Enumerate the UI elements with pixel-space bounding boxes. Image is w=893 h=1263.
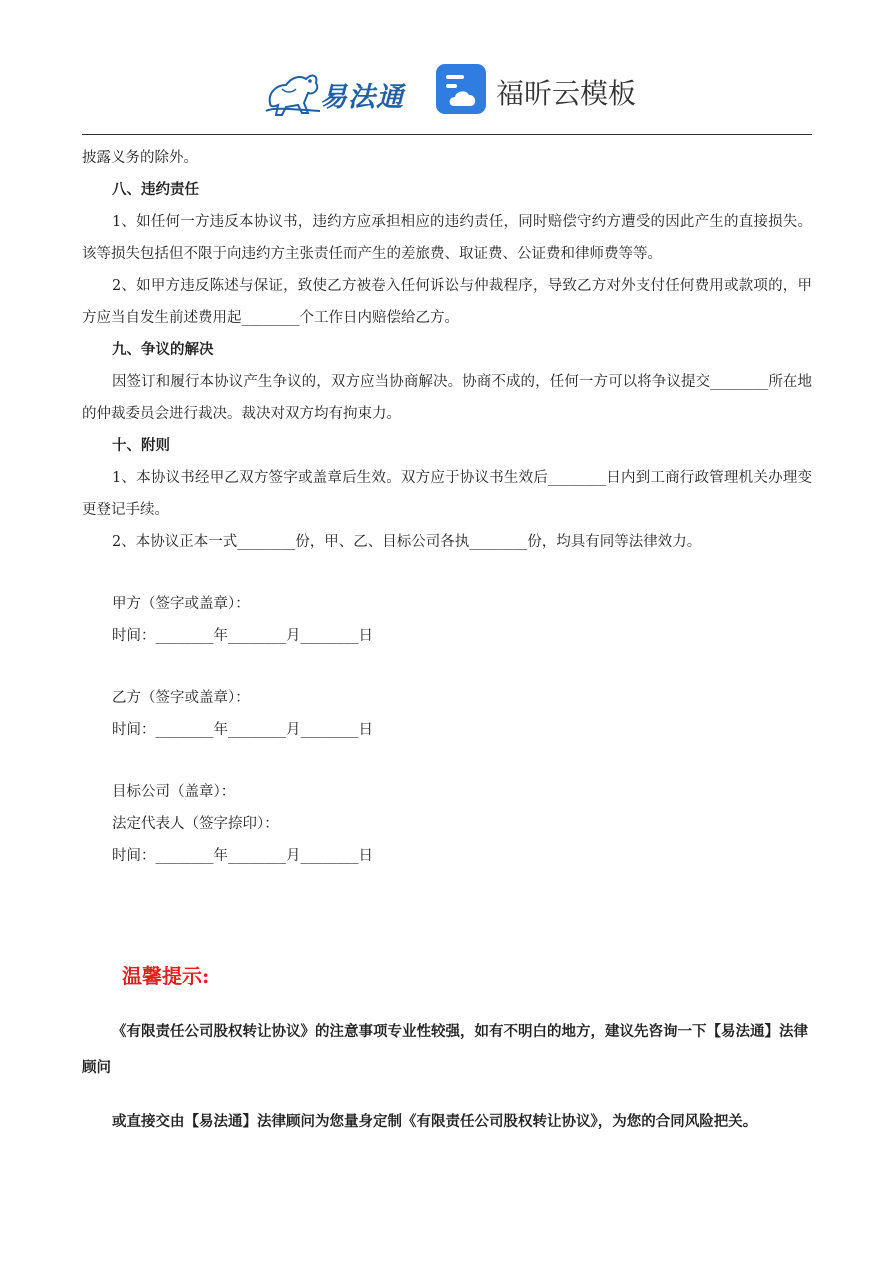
party-b-signature: 乙方（签字或盖章）： bbox=[112, 690, 250, 706]
header-divider bbox=[82, 134, 812, 135]
party-b-date: 时间：________年________月________日 bbox=[112, 722, 373, 738]
paragraph-10-2: 2、本协议正本一式________份，甲、乙、目标公司各执________份，均具有同等法律效力。 bbox=[112, 534, 702, 550]
tips-title: 温馨提示: bbox=[122, 964, 210, 988]
foxit-cloud-logo-text: 福昕云模板 bbox=[496, 77, 637, 110]
section-heading-9: 九、争议的解决 bbox=[112, 342, 214, 358]
yifatong-logo bbox=[262, 63, 422, 119]
section-heading-10: 十、附则 bbox=[112, 438, 170, 454]
paragraph-8-2: 2、如甲方违反陈述与保证，致使乙方被卷入任何诉讼与仲裁程序，导致乙方对外支付任何费用或款项的，甲方应当自发生前述费用起________个工作日内赔偿给乙方。 bbox=[82, 278, 812, 326]
party-a-date: 时间：________年________月________日 bbox=[112, 628, 373, 644]
tips-block bbox=[82, 1014, 812, 1140]
paragraph-10-1: 1、本协议书经甲乙双方签字或盖章后生效。双方应于协议书生效后________日内到工商行政管理机关办理变更登记手续。 bbox=[82, 470, 812, 518]
paragraph-9: 因签订和履行本协议产生争议的，双方应当协商解决。协商不成的，任何一方可以将争议提交________所在地的仲裁委员会进行裁决。裁决对双方均有拘束力。 bbox=[82, 374, 812, 422]
continuation-line: 披露义务的除外。 bbox=[82, 150, 198, 166]
page-header bbox=[0, 58, 893, 128]
cloud-document-icon bbox=[436, 64, 486, 114]
section-heading-8: 八、违约责任 bbox=[112, 182, 199, 198]
document-body bbox=[82, 142, 812, 872]
yifatong-logo-text: 易法通 bbox=[320, 82, 404, 113]
qilin-icon bbox=[262, 63, 324, 119]
tips-line-1: 《有限责任公司股权转让协议》的注意事项专业性较强，如有不明白的地方，建议先咨询一下【易法通】法律顾问 bbox=[82, 1023, 808, 1076]
tips-line-2: 或直接交由【易法通】法律顾问为您量身定制《有限责任公司股权转让协议》，为您的合同风险把关。 bbox=[112, 1113, 758, 1130]
party-a-signature: 甲方（签字或盖章）： bbox=[112, 596, 250, 612]
target-company-seal: 目标公司（盖章）： bbox=[112, 784, 236, 800]
paragraph-8-1: 1、如任何一方违反本协议书，违约方应承担相应的违约责任，同时赔偿守约方遭受的因此产生的直接损失。该等损失包括但不限于向违约方主张责任而产生的差旅费、取证费、公证费和律师费等等。 bbox=[82, 214, 812, 262]
target-company-date: 时间：________年________月________日 bbox=[112, 848, 373, 864]
legal-representative-signature: 法定代表人（签字捺印）： bbox=[112, 816, 279, 832]
